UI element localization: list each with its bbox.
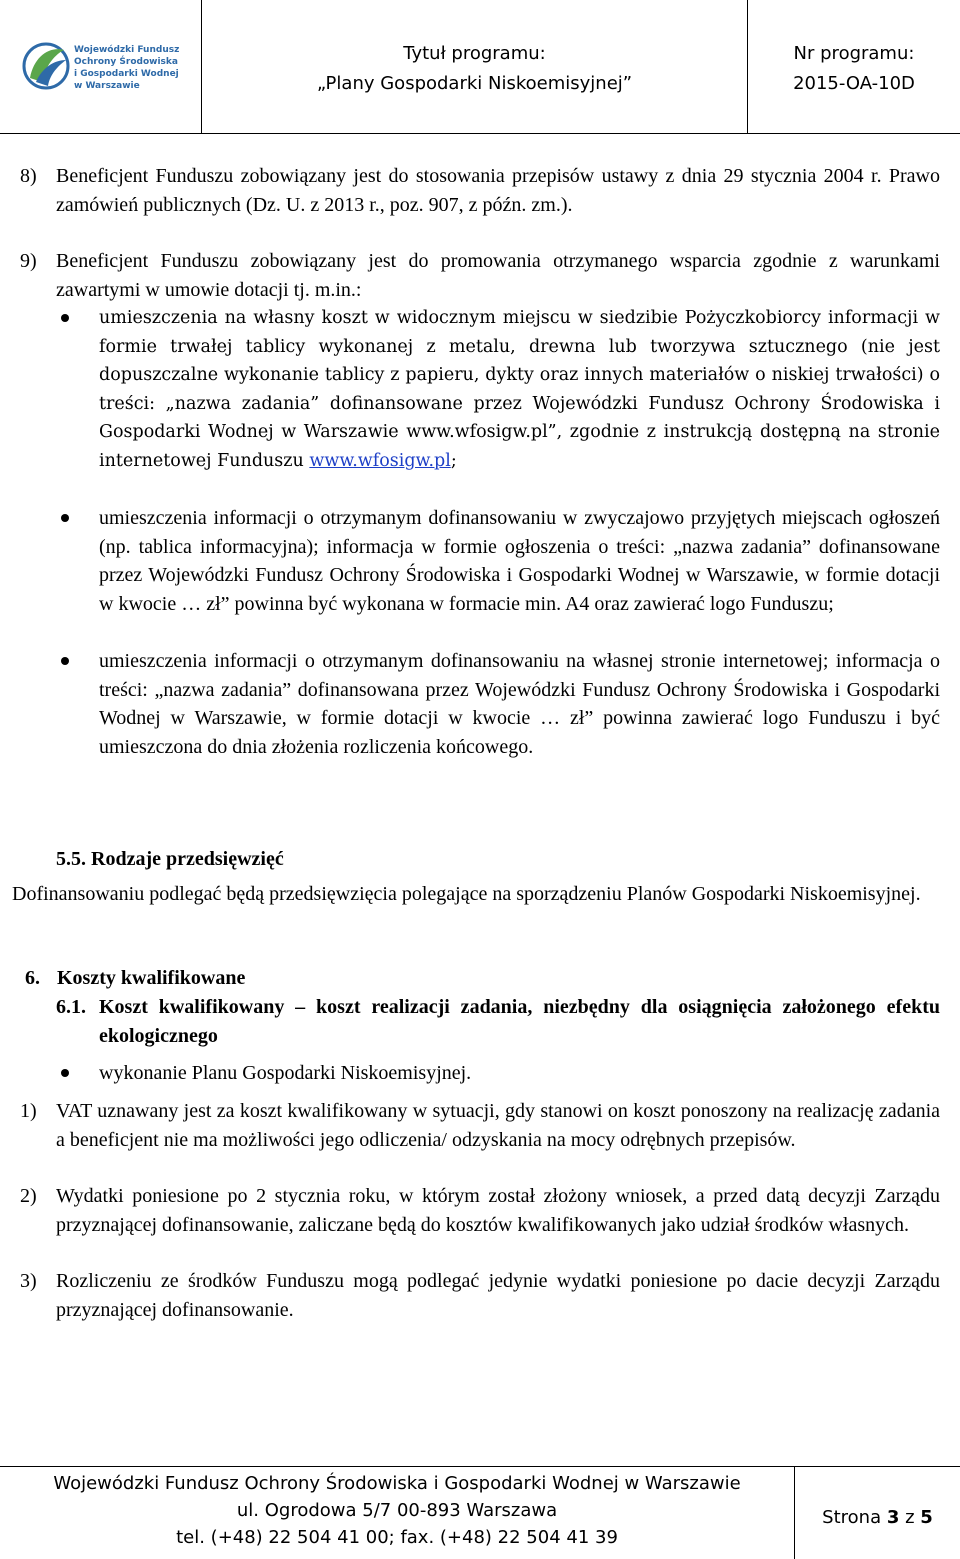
program-number-label: Nr programu: [793,42,915,64]
page-prefix: Strona [822,1506,882,1528]
section-6-1-bullet: wykonanie Planu Gospodarki Niskoemisyjnej. [99,1062,472,1084]
section-5-5-text: Dofinansowaniu podlegać będą przedsięwzięcia polegające na sporządzeniu Planów Gospodarki Niskoemisyjnej. [12,883,921,905]
section-6-heading [25,964,245,993]
item-8-text: Beneficjent Funduszu zobowiązany jest do stosowania przepisów ustawy z dnia 29 stycznia 2004 r. Prawo zamówień publicznych (Dz. U. z 2013 r., poz. 907, z późn. zm.). [56,165,940,216]
section-6-title: Koszty kwalifikowane [57,967,246,989]
cost-item-2-text: Wydatki poniesione po 2 stycznia roku, w którym został złożony wniosek, a przed datą decyzji Zarządu przyznającej dofinansowanie, zaliczane będą do kosztów kwalifikowanych jako udział środków własnych. [56,1185,940,1236]
program-title-value: „Plany Gospodarki Niskoemisyjnej” [316,72,633,94]
page-separator: z [905,1506,915,1528]
wfosigw-link[interactable]: www.wfosigw.pl [309,450,451,471]
section-6-number: 6. [25,967,40,989]
item-9-text: Beneficjent Funduszu zobowiązany jest do promowania otrzymanego wsparcia zgodnie z warunkami zawartymi w umowie dotacji tj. m.in.: [56,250,940,301]
promotion-bullet-2: umieszczenia informacji o otrzymanym dofinansowaniu w zwyczajowo przyjętych miejscach ogłoszeń (np. tablica informacyjna); informacja w formie ogłoszenia o treści: „nazwa zadania” dofinansowane przez Wojewódzki Fundusz Ochrony Środowiska i Gospodarki Wodnej w Warszawie, w formie dotacji w kwocie … zł” powinna być wykonana w formacie min. A4 oraz zawierać logo Funduszu; [99,507,940,615]
bullet-dot [61,314,69,322]
program-title-cell [202,0,748,133]
logo-line-2: Ochrony Środowiska [74,57,178,67]
promotion-bullet-1-suffix: ; [450,450,457,471]
program-number-value: 2015-OA-10D [793,72,915,94]
page-total: 5 [920,1506,933,1528]
bullet-dot [61,657,69,665]
item-8-number: 8) [20,165,37,187]
section-6-1-heading: Koszt kwalifikowany – koszt realizacji zadania, niezbędny dla osiągnięcia założonego efektu ekologicznego [99,996,940,1047]
section-5-5-heading [56,845,284,874]
section-6-1-number: 6.1. [56,996,86,1018]
promotion-bullet-1-text: umieszczenia na własny koszt w widocznym miejscu w siedzibie Pożyczkobiorcy informacji w formie trwałej tablicy wykonanej z metalu, drewna lub tworzywa sztucznego (nie jest dopuszczalne wykonanie tablicy z papieru, dykty oraz innych materiałów o niskiej trwałości) o treści: „nazwa zadania” dofinansowane przez Wojewódzki Fundusz Ochrony Środowiska i Gospodarki Wodnej w Warszawie www.wfosigw.pl”, zgodnie z instrukcją dostępną na stronie internetowej Funduszu [99,308,940,471]
footer-phone-fax: tel. (+48) 22 504 41 00; fax. (+48) 22 504 41 39 [176,1527,618,1548]
logo-line-4: w Warszawie [74,81,140,91]
cost-item-1-number: 1) [20,1100,37,1122]
section-5-5-title: Rodzaje przedsięwzięć [91,848,284,870]
page-header [0,0,960,134]
cost-item-1-text: VAT uznawany jest za koszt kwalifikowany w sytuacji, gdy stanowi on koszt ponoszony na realizację zadania a beneficjent nie ma możliwości jego odliczenia/ odzyskania na mocy odrębnych przepisów. [56,1100,940,1151]
section-5-5-number: 5.5. [56,848,86,870]
fund-logo [0,0,202,133]
program-number-cell [748,0,960,133]
footer-address [0,1467,795,1559]
program-title-label: Tytuł programu: [403,42,546,64]
cost-item-3-text: Rozliczeniu ze środków Funduszu mogą podlegać jedynie wydatki poniesione po dacie decyzji Zarządu przyznającej dofinansowanie. [56,1270,940,1321]
logo-line-1: Wojewódzki Fundusz [74,45,180,55]
bullet-dot [61,514,69,522]
page-counter [795,1467,960,1559]
bullet-dot [61,1069,69,1077]
item-9-number: 9) [20,250,37,272]
promotion-bullet-3: umieszczenia informacji o otrzymanym dofinansowaniu na własnej stronie internetowej; informacja o treści: „nazwa zadania” dofinansowana przez Wojewódzki Fundusz Ochrony Środowiska i Gospodarki Wodnej w Warszawie, w formie dotacji w kwocie … zł” powinna zawierać logo Funduszu i być umieszczona do dnia złożenia rozliczenia końcowego. [99,650,940,758]
footer-org-name: Wojewódzki Fundusz Ochrony Środowiska i Gospodarki Wodnej w Warszawie [53,1473,741,1494]
fund-logo-icon [20,38,180,98]
cost-item-2-number: 2) [20,1185,37,1207]
cost-item-3-number: 3) [20,1270,37,1292]
footer-street: ul. Ogrodowa 5/7 00-893 Warszawa [236,1500,558,1521]
page-current: 3 [886,1506,900,1528]
promotion-bullet-1 [99,304,940,475]
logo-line-3: i Gospodarki Wodnej [74,69,179,79]
document-body [0,157,960,1437]
page-footer [0,1466,960,1559]
